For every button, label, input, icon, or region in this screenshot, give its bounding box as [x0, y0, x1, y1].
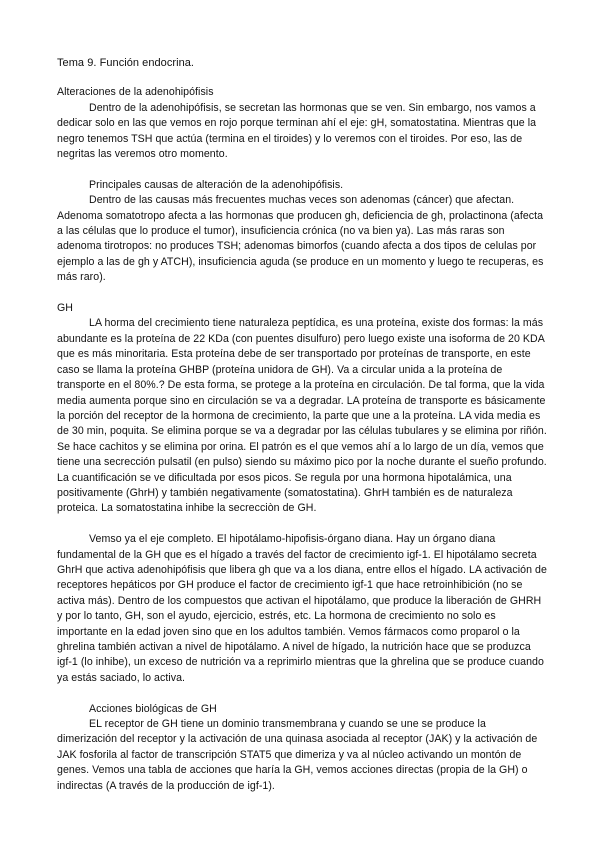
paragraph-causas: Dentro de las causas más frecuentes muchas veces son adenomas (cáncer) que afectan. Adenoma somatotropo afecta a las hormonas que producen gh, deficiencia de gh, prolactinona (afecta a las células que lo produce el tumor), insuficiencia crónica (no va bien ya). Las más raras son adenoma tirotropos: no produces TSH; adenomas bimorfos (cuando afecta a dos tipos de celulas por ejemplo a las de gh y ATCH), insuficiencia aguda (se produce en un momento y luego te recuperas, es más raro). [57, 194, 544, 284]
paragraph-gap [57, 517, 548, 532]
paragraph-gap [57, 286, 548, 301]
section-heading-acciones: Acciones biológicas de GH [89, 702, 217, 715]
paragraph-eje: Vemso ya el eje completo. El hipotálamo-hipofisis-órgano diana. Hay un órgano diana fundamental de la GH que es el hígado a través del factor de crecimiento igf-1. El hipotálamo secreta GhrH que activa adenohipófisis que libera gh que va a los diana, entre ellos el hígado. LA activación de receptores hepáticos por GH produce el factor de crecimiento igf-1 que hace retroinhibición (no se activa más). Dentro de los compuestos que activan el hipotálamo, que produce la liberación de GHRH y por lo tanto, GH, son el ayudo, ejercicio, estrés, etc. La hormona de crecimiento no solo es importante en la edad joven sino que en los adultos también. Vemos fármacos como proparol o la ghrelina también activan a nivel de hipotálamo. A nivel de hígado, la nutrición hace que se produzca igf-1 (lo inhibe), un exceso de nutrición va a reprimirlo mientras que la ghrelina que se produce cuando ya estás saciado, lo activa. [57, 533, 547, 684]
document-title: Tema 9. Función endocrina. [57, 57, 195, 69]
paragraph-alteraciones: Dentro de la adenohipófisis, se secretan las hormonas que se ven. Sin embargo, nos vamos a dedicar solo en las que vemos en rojo porque terminan ahí el eje: gH, somatostatina. Mientras que la negro tenemos TSH que actúa (termina en el tiroides) y lo veremos con el tiroides. Por eso, las de negritas las veremos otro momento. [57, 101, 537, 161]
section-heading-alteraciones: Alteraciones de la adenohipófisis [57, 86, 214, 99]
paragraph-gap [57, 686, 548, 701]
paragraph-gap [57, 162, 548, 177]
section-heading-causas: Principales causas de alteración de la adenohipófisis. [89, 178, 344, 191]
paragraph-acciones: EL receptor de GH tiene un dominio transmembrana y cuando se une se produce la dimerización del receptor y la activación de una quinasa asociada al receptor (JAK) y la activación de JAK fosforila al factor de transcripción STAT5 que dimeriza y va al núcleo activando un montón de genes. Vemos una tabla de acciones que haría la GH, vemos acciones directas (propia de la GH) o indirectas (A través de la producción de igf-1). [57, 718, 538, 792]
paragraph-gh: LA horma del crecimiento tiene naturaleza peptídica, es una proteína, existe dos formas: la más abundante es la proteína de 22 KDa (con puentes disulfuro) pero luego existe una isoforma de 20 KDA que es más minoritaria. Esta proteína debe de ser transportado por proteínas de transporte, en este caso se llama la proteína GHBP (proteína unidora de GH). Va a circular unida a la proteína de transporte en el 80%.? De esta forma, se protege a la proteína en circulación. De tal forma, que la vida media aumenta porque sino en circulación se va a degradar. LA proteína de transporte es básicamente la porción del receptor de la hormona de crecimiento, la parte que une a la proteína. LA vida media es de 30 min, poquita. Se elimina porque se va a degradar por las células tubulares y se elimina por riñón. Se hace cachitos y se elimina por orina. El patrón es el que vemos ahí a lo largo de un día, vemos que tiene una secrección pulsatil (en pulso) siendo su máximo pico por la noche durante el sueño profundo. La cuantificación se ve dificultada por esos picos. Se regula por una hormona hipotalámica, una positivamente (GhrH) y también negativamente (somatostatina). GhrH también es de naturaleza proteica. La somatostatina inhibe la secrecciòn de GH. [57, 317, 547, 515]
document-page [57, 56, 548, 794]
section-heading-gh: GH [57, 302, 73, 315]
